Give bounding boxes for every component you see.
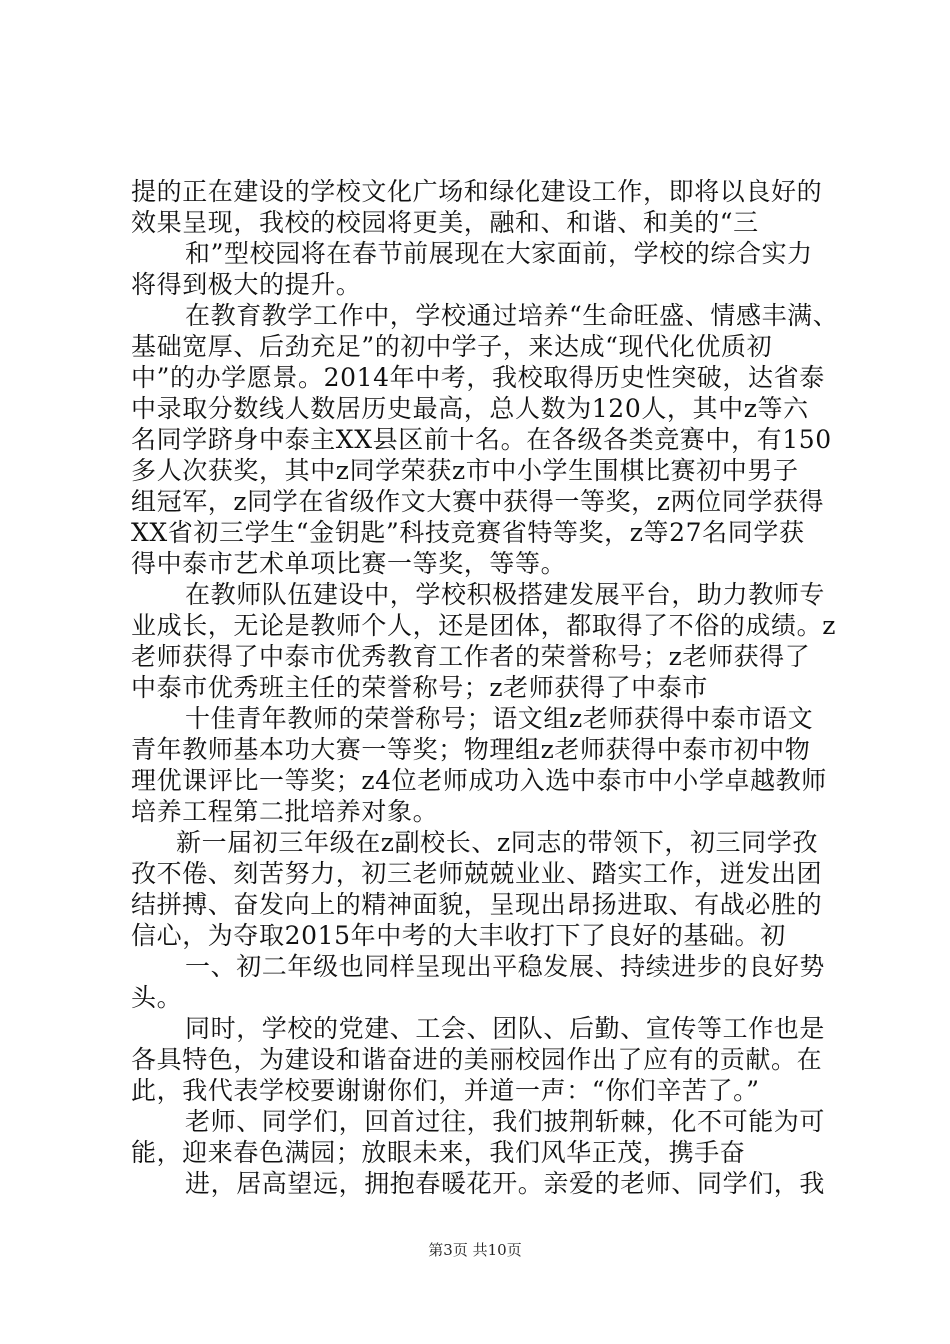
text-line: 在教师队伍建设中，学校积极搭建发展平台，助力教师专 <box>185 580 826 609</box>
text-line: 得中泰市艺术单项比赛一等奖，等等。 <box>131 549 567 578</box>
text-line: 各具特色，为建设和谐奋进的美丽校园作出了应有的贡献。在 <box>131 1045 823 1074</box>
text-line: 效果呈现，我校的校园将更美，融和、和谐、和美的“三 <box>131 208 759 237</box>
text-line: 老师获得了中泰市优秀教育工作者的荣誉称号；z老师获得了 <box>131 642 811 671</box>
text-line: 在教育教学工作中，学校通过培养“生命旺盛、情感丰满、 <box>185 301 839 330</box>
text-line: 基础宽厚、后劲充足”的初中学子，来达成“现代化优质初 <box>131 332 773 361</box>
page-number-label: 第3页 共10页 <box>428 1241 522 1259</box>
text-line: 将得到极大的提升。 <box>131 270 362 299</box>
text-line: 中录取分数线人数居历史最高，总人数为120人，其中z等六 <box>131 394 809 423</box>
page-footer <box>0 1240 950 1260</box>
text-line: 理优课评比一等奖；z4位老师成功入选中泰市中小学卓越教师 <box>131 766 827 795</box>
text-line: 提的正在建设的学校文化广场和绿化建设工作，即将以良好的 <box>131 177 823 206</box>
text-line: XX省初三学生“金钥匙”科技竞赛省特等奖，z等27名同学获 <box>131 518 805 547</box>
text-line: 结拼搏、奋发向上的精神面貌，呈现出昂扬进取、有战必胜的 <box>131 890 823 919</box>
text-line: 同时，学校的党建、工会、团队、后勤、宣传等工作也是 <box>185 1014 826 1043</box>
text-line: 老师、同学们，回首过往，我们披荆斩棘，化不可能为可 <box>185 1107 826 1136</box>
text-line: 此，我代表学校要谢谢你们，并道一声：“你们辛苦了。” <box>131 1076 760 1105</box>
text-line: 培养工程第二批培养对象。 <box>131 797 439 826</box>
text-line: 一、初二年级也同样呈现出平稳发展、持续进步的良好势 <box>185 952 826 981</box>
text-line: 新一届初三年级在z副校长、z同志的带领下，初三同学孜 <box>176 828 818 857</box>
text-line: 能，迎来春色满园；放眼未来，我们风华正茂，携手奋 <box>131 1138 746 1167</box>
text-line: 进，居高望远，拥抱春暖花开。亲爱的老师、同学们，我 <box>185 1169 826 1198</box>
text-line: 头。 <box>131 983 183 1012</box>
text-line: 中”的办学愿景。2014年中考，我校取得历史性突破，达省泰 <box>131 363 825 392</box>
text-line: 信心，为夺取2015年中考的大丰收打下了良好的基础。初 <box>131 921 786 950</box>
text-line: 青年教师基本功大赛一等奖；物理组z老师获得中泰市初中物 <box>131 735 811 764</box>
text-line: 和”型校园将在春节前展现在大家面前，学校的综合实力 <box>185 239 813 268</box>
text-line: 十佳青年教师的荣誉称号；语文组z老师获得中泰市语文 <box>185 704 814 733</box>
text-line: 多人次获奖，其中z同学荣获z市中小学生围棋比赛初中男子 <box>131 456 799 485</box>
text-line: 组冠军，z同学在省级作文大赛中获得一等奖，z两位同学获得 <box>131 487 825 516</box>
text-line: 中泰市优秀班主任的荣誉称号；z老师获得了中泰市 <box>131 673 708 702</box>
text-line: 名同学跻身中泰主XX县区前十名。在各级各类竞赛中，有150 <box>131 425 832 454</box>
text-line: 业成长，无论是教师个人，还是团体，都取得了不俗的成绩。z <box>131 611 836 640</box>
text-line: 孜不倦、刻苦努力，初三老师兢兢业业、踏实工作，迸发出团 <box>131 859 823 888</box>
